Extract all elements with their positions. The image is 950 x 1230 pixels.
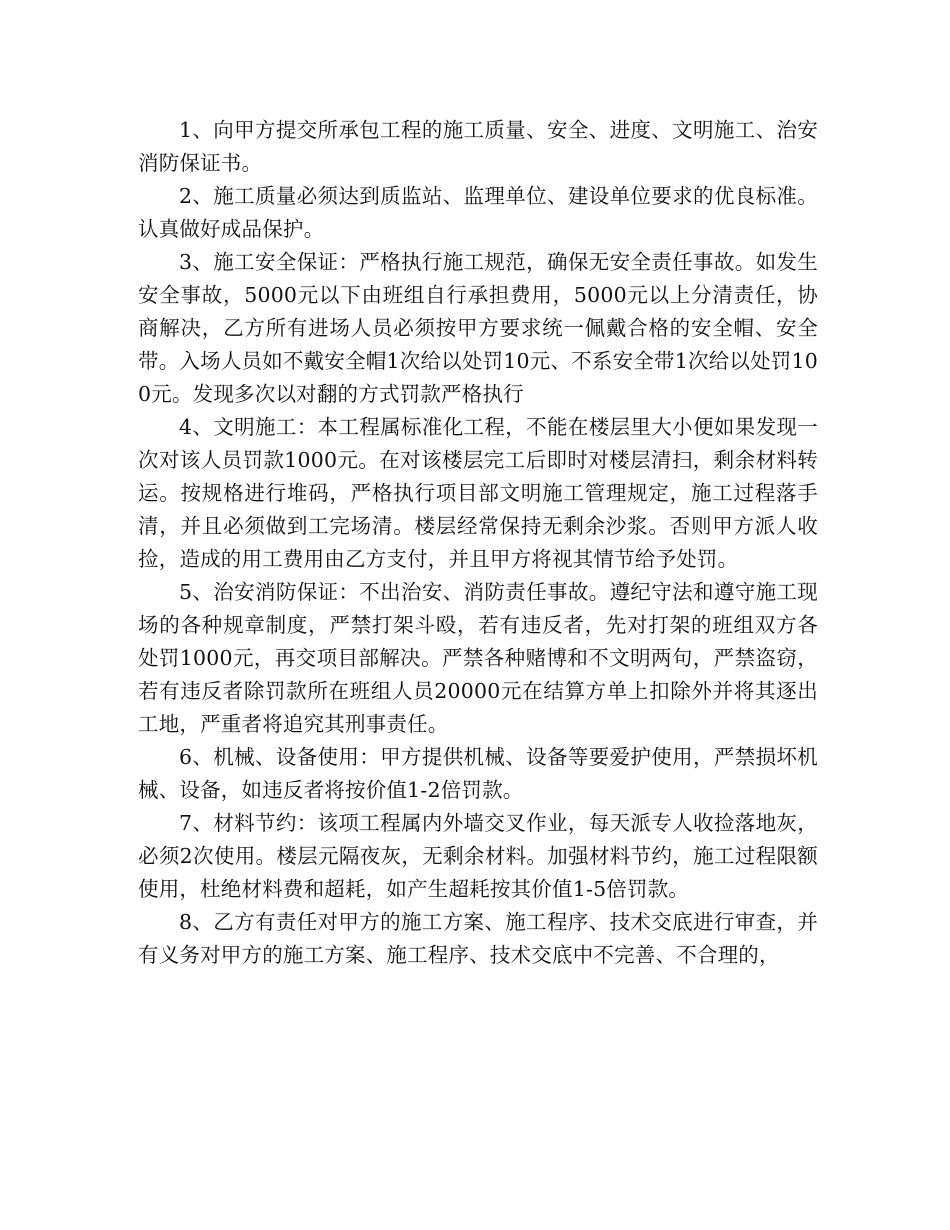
paragraph-5: 5、治安消防保证：不出治安、消防责任事故。遵纪守法和遵守施工现场的各种规章制度，严禁打架斗殴，若有违反者，先对打架的班组双方各处罚1000元，再交项目部解决。严禁各种赌博和不文明两句，严禁盗窃，若有违反者除罚款所在班组人员20000元在结算方单上扣除外并将其逐出工地，严重者将追究其刑事责任。	[138, 580, 818, 736]
paragraph-2: 2、施工质量必须达到质监站、监理单位、建设单位要求的优良标准。认真做好成品保护。	[138, 184, 818, 241]
paragraph-4: 4、文明施工：本工程属标准化工程，不能在楼层里大小便如果发现一次对该人员罚款1000元。在对该楼层完工后即时对楼层清扫，剩余材料转运。按规格进行堆码，严格执行项目部文明施工管理规定，施工过程落手清，并且必须做到工完场清。楼层经常保持无剩余沙浆。否则甲方派人收捡，造成的用工费用由乙方支付，并且甲方将视其情节给予处罚。	[138, 415, 818, 571]
paragraph-1: 1、向甲方提交所承包工程的施工质量、安全、进度、文明施工、治安消防保证书。	[138, 118, 818, 175]
paragraph-3: 3、施工安全保证：严格执行施工规范，确保无安全责任事故。如发生安全事故，5000元以下由班组自行承担费用，5000元以上分清责任，协商解决，乙方所有进场人员必须按甲方要求统一佩戴合格的安全帽、安全带。入场人员如不戴安全帽1次给以处罚10元、不系安全带1次给以处罚100元。发现多次以对翻的方式罚款严格执行	[138, 250, 818, 406]
paragraph-8: 8、乙方有责任对甲方的施工方案、施工程序、技术交底进行审查，并有义务对甲方的施工方案、施工程序、技术交底中不完善、不合理的，	[138, 910, 818, 967]
paragraph-7: 7、材料节约：该项工程属内外墙交叉作业，每天派专人收捡落地灰，必须2次使用。楼层元隔夜灰，无剩余材料。加强材料节约，施工过程限额使用，杜绝材料费和超耗，如产生超耗按其价值1-5倍罚款。	[138, 811, 818, 901]
paragraph-6: 6、机械、设备使用：甲方提供机械、设备等要爱护使用，严禁损坏机械、设备，如违反者将按价值1-2倍罚款。	[138, 745, 818, 802]
document-body	[138, 114, 818, 972]
